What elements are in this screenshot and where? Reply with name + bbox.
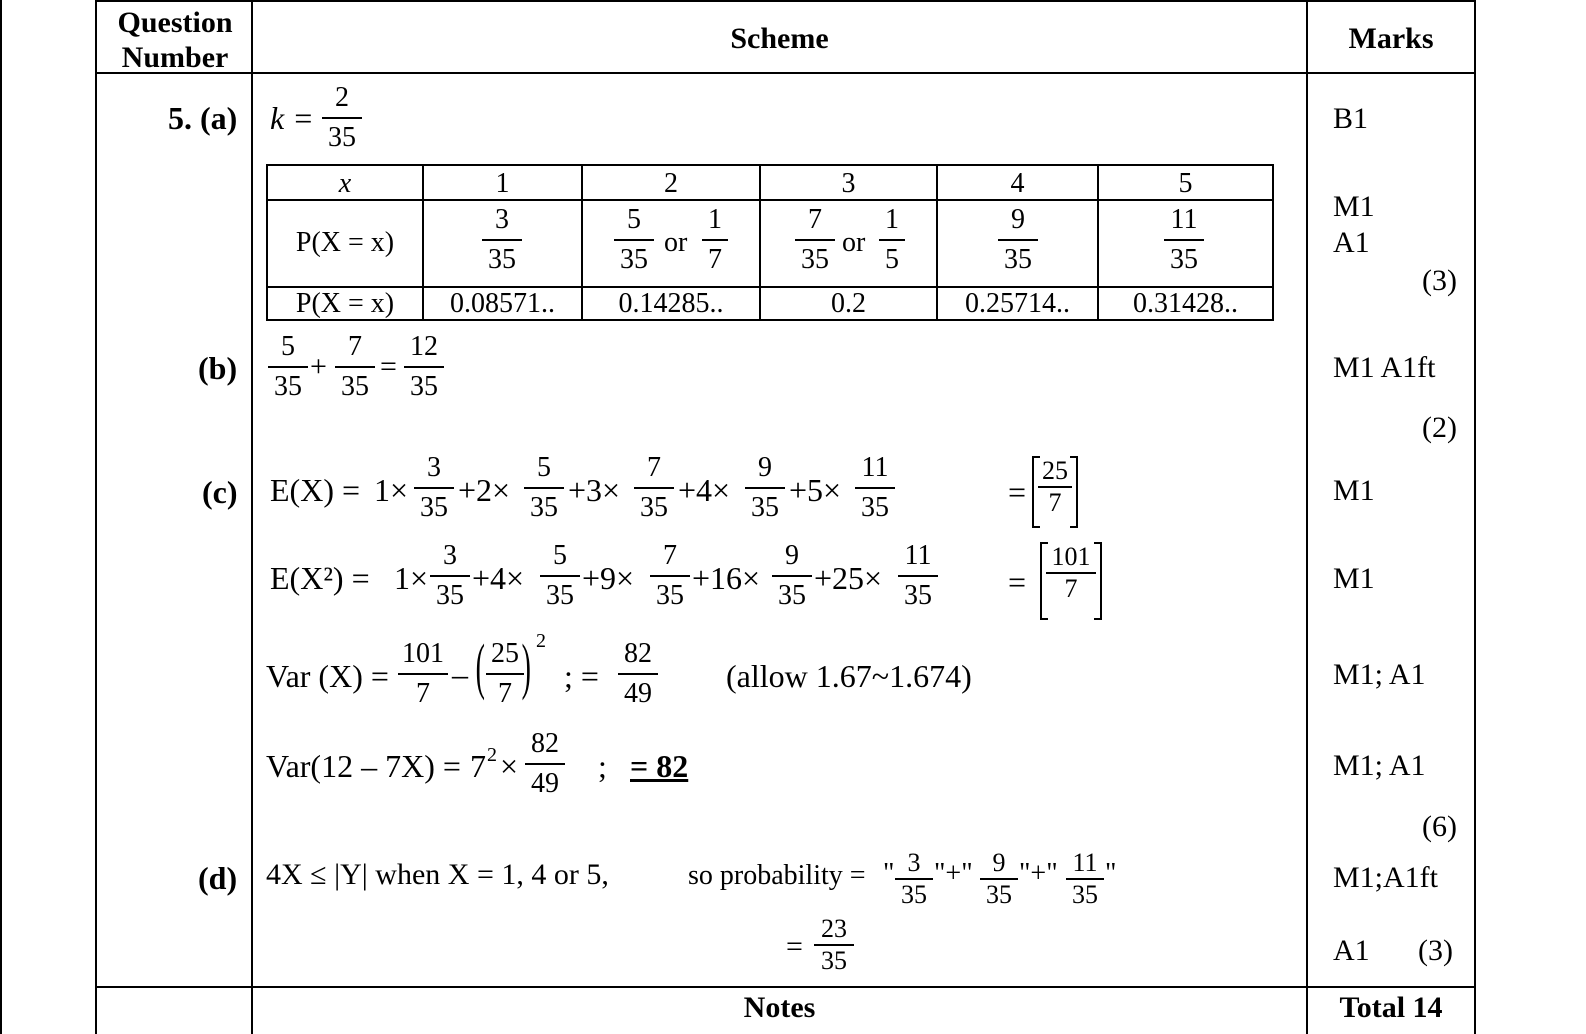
part-d-label: (d)	[198, 860, 238, 896]
frac-num: 7	[647, 452, 661, 483]
ex2-result-equals: =	[1008, 564, 1027, 600]
k-num: 2	[335, 82, 349, 113]
fraction-bar	[634, 487, 674, 489]
frac-den: 35	[436, 580, 464, 611]
ex2-coef: +4×	[472, 560, 525, 596]
table-p-decimal: 0.14285..	[618, 288, 724, 319]
mark-a-a1: A1	[1333, 226, 1370, 259]
frac-den: 5	[885, 244, 899, 275]
frac-num: 3	[443, 540, 457, 571]
table-p-alt-fraction	[702, 206, 728, 274]
frac-num: 5	[281, 331, 295, 362]
d-result-fraction	[814, 916, 854, 974]
frac-num: 9	[992, 848, 1006, 877]
table-p-fraction	[614, 206, 654, 274]
var-separator: ; =	[564, 658, 599, 694]
fraction-bar	[879, 239, 905, 241]
fraction-bar	[650, 575, 690, 577]
table-p-decimal: 0.2	[831, 288, 866, 319]
mark-c-var12: M1; A1	[1333, 749, 1426, 782]
frac-den: 35	[751, 492, 779, 523]
frac-num: 25	[1042, 456, 1068, 485]
ex-equals: =	[333, 472, 361, 508]
var12-base: 7	[470, 748, 486, 784]
frac-num: 11	[1170, 204, 1198, 235]
ex2-lhs	[270, 562, 370, 594]
frac-num: 12	[410, 331, 438, 362]
frac-den: 35	[986, 880, 1012, 909]
frac-num: 11	[904, 540, 932, 571]
d-fraction	[895, 850, 933, 908]
left-page-rule	[0, 0, 2, 1034]
ex-result-right-bracket	[1070, 456, 1078, 528]
table-x-value: 4	[1010, 168, 1025, 199]
ex2-fraction	[650, 542, 690, 610]
fraction-bar	[486, 673, 524, 675]
frac-num: 1	[708, 204, 722, 235]
fraction-bar	[1164, 239, 1204, 241]
ex-fraction	[855, 454, 895, 522]
ex2-fraction	[430, 542, 470, 610]
frac-num: 82	[531, 728, 559, 759]
fraction-bar	[702, 239, 728, 241]
frac-num: 101	[1051, 542, 1091, 571]
table-p-label: P(X = x)	[295, 288, 395, 319]
mark-c-m1-ex2: M1	[1333, 562, 1375, 595]
table-p-fraction	[482, 206, 522, 274]
frac-den: 35	[530, 492, 558, 523]
part-a-total: (3)	[1422, 264, 1457, 297]
frac-num: 7	[808, 204, 822, 235]
frac-den: 35	[861, 492, 889, 523]
ex-coef: +3×	[568, 472, 621, 508]
fraction-bar	[414, 487, 454, 489]
d-quote-plus: "+"	[934, 858, 973, 889]
var-lhs: Var (X) =	[266, 658, 389, 694]
part-b-total: (2)	[1422, 411, 1457, 444]
mark-d-a1: A1	[1333, 934, 1370, 967]
var-minus: –	[452, 656, 468, 692]
fraction-bar	[398, 673, 448, 675]
frac-num: 1	[885, 204, 899, 235]
grid-col-divider-1	[251, 0, 253, 1034]
fraction-bar	[855, 487, 895, 489]
header-question-number: Question Number	[117, 6, 233, 74]
frac-den: 49	[624, 678, 652, 709]
var12-fraction	[525, 730, 565, 798]
table-p-fraction	[998, 206, 1038, 274]
table-row-divider-2	[268, 286, 1272, 288]
fraction-bar	[795, 239, 835, 241]
mark-d: M1;A1ft	[1333, 861, 1438, 894]
frac-num: 82	[624, 638, 652, 669]
frac-den: 35	[1072, 880, 1098, 909]
frac-den: 35	[1170, 244, 1198, 275]
frac-den: 7	[498, 678, 512, 709]
k-den: 35	[328, 122, 356, 153]
var-result-fraction	[618, 640, 658, 708]
table-p-decimal: 0.08571..	[450, 288, 555, 319]
frac-num: 7	[663, 540, 677, 571]
ex-fraction	[524, 454, 564, 522]
ex-fraction	[634, 454, 674, 522]
frac-den: 35	[778, 580, 806, 611]
ex-lhs	[270, 474, 360, 506]
frac-num: 9	[1011, 204, 1025, 235]
ex2-coef: +16×	[692, 560, 761, 596]
footer-divider	[95, 986, 1476, 988]
part-c-label: (c)	[202, 474, 238, 510]
frac-den: 35	[488, 244, 516, 275]
mark-b: M1 A1ft	[1333, 351, 1436, 384]
mark-b1: B1	[1333, 102, 1369, 135]
ex2-fraction	[540, 542, 580, 610]
frac-den: 7	[1048, 488, 1062, 517]
frac-den: 7	[708, 244, 722, 275]
grid-top-border	[95, 0, 1476, 2]
ex-fraction	[414, 454, 454, 522]
header-scheme: Scheme	[730, 22, 829, 55]
k-fraction	[322, 84, 362, 152]
fraction-bar	[430, 575, 470, 577]
table-or: or	[664, 227, 688, 258]
d-fraction	[980, 850, 1018, 908]
frac-den: 35	[640, 492, 668, 523]
frac-num: 101	[402, 638, 444, 669]
d-quote: "	[883, 858, 895, 889]
mark-a-m1: M1	[1333, 190, 1375, 223]
table-p-fraction	[795, 206, 835, 274]
ex-result-fraction	[1038, 458, 1072, 516]
fraction-bar	[745, 487, 785, 489]
fraction-bar	[335, 366, 375, 368]
var12-result: = 82	[630, 748, 689, 784]
ex2-coef: 1×	[394, 560, 429, 596]
frac-den: 35	[620, 244, 648, 275]
table-p-decimal: 0.31428..	[1133, 288, 1238, 319]
header-divider	[95, 72, 1476, 74]
footer-total: Total 14	[1339, 991, 1443, 1024]
var-left-paren: (	[475, 633, 485, 701]
d-condition: 4X ≤ |Y| when X = 1, 4 or 5,	[266, 858, 609, 891]
table-p-label: P(X = x)	[295, 227, 395, 258]
footer-notes: Notes	[743, 991, 816, 1024]
frac-den: 49	[531, 768, 559, 799]
fraction-bar	[998, 239, 1038, 241]
ex-label: E(X)	[270, 472, 334, 508]
fraction-bar	[614, 239, 654, 241]
table-x-header: x	[338, 168, 352, 199]
frac-num: 7	[348, 331, 362, 362]
frac-den: 35	[904, 580, 932, 611]
ex-coef: +5×	[789, 472, 842, 508]
part-b-label: (b)	[198, 350, 238, 386]
d-probability-text: so probability =	[688, 860, 866, 891]
var-square: 2	[536, 630, 546, 652]
fraction-bar	[268, 366, 308, 368]
b-plus: +	[310, 350, 327, 383]
mark-c-var: M1; A1	[1333, 658, 1426, 691]
ex2-result-fraction	[1046, 544, 1096, 602]
frac-num: 3	[427, 452, 441, 483]
fraction-bar	[898, 575, 938, 577]
frac-num: 9	[785, 540, 799, 571]
frac-num: 3	[495, 204, 509, 235]
var-right-paren: )	[521, 633, 531, 701]
frac-num: 11	[861, 452, 889, 483]
frac-den: 35	[801, 244, 829, 275]
fraction-bar	[525, 763, 565, 765]
ex2-fraction	[898, 542, 938, 610]
header-marks: Marks	[1348, 22, 1434, 55]
frac-den: 35	[656, 580, 684, 611]
var-fraction-2	[486, 640, 524, 708]
frac-num: 5	[627, 204, 641, 235]
table-p-fraction	[1164, 206, 1204, 274]
var12-exponent: 2	[487, 744, 497, 766]
frac-num: 25	[491, 638, 519, 669]
frac-num: 5	[537, 452, 551, 483]
frac-den: 7	[416, 678, 430, 709]
var12-separator: ;	[598, 748, 607, 784]
ex2-coef: +9×	[582, 560, 635, 596]
var-allow-note: (allow 1.67~1.674)	[726, 658, 972, 694]
frac-den: 35	[901, 880, 927, 909]
grid-right-border	[1474, 0, 1476, 1034]
table-or: or	[842, 227, 866, 258]
fraction-bar	[404, 366, 444, 368]
fraction-bar	[772, 575, 812, 577]
frac-num: 9	[758, 452, 772, 483]
frac-num: 11	[1072, 848, 1098, 877]
ex2-equals: =	[343, 560, 370, 596]
table-p-alt-fraction	[879, 206, 905, 274]
ex2-result-right-bracket	[1094, 542, 1102, 620]
ex2-coef: +25×	[814, 560, 883, 596]
frac-den: 35	[420, 492, 448, 523]
frac-den: 7	[1064, 574, 1078, 603]
ex-coef: +4×	[678, 472, 731, 508]
fraction-bar	[524, 487, 564, 489]
d-quote-plus: "+"	[1019, 858, 1058, 889]
fraction-bar	[322, 117, 362, 119]
ex-result-equals: =	[1008, 474, 1027, 510]
frac-den: 35	[341, 371, 369, 402]
frac-den: 35	[274, 371, 302, 402]
part-c-total: (6)	[1422, 810, 1457, 843]
mark-c-m1-ex: M1	[1333, 474, 1375, 507]
table-x-value: 3	[841, 168, 856, 199]
b-fraction-2	[335, 333, 375, 401]
var12-times: ×	[500, 748, 519, 784]
frac-den: 35	[410, 371, 438, 402]
table-x-value: 5	[1178, 168, 1193, 199]
table-x-value: 2	[664, 168, 678, 199]
k-lhs: k =	[270, 100, 314, 136]
b-fraction-3	[404, 333, 444, 401]
frac-num: 3	[907, 848, 921, 877]
fraction-bar	[482, 239, 522, 241]
d-quote: "	[1105, 858, 1117, 889]
fraction-bar	[540, 575, 580, 577]
d-result-equals: =	[786, 930, 803, 963]
frac-den: 35	[821, 946, 847, 975]
ex-coef: 1×	[374, 472, 409, 508]
frac-den: 35	[1004, 244, 1032, 275]
part-d-total: (3)	[1418, 934, 1453, 967]
ex2-fraction	[772, 542, 812, 610]
part-a-label: 5. (a)	[168, 100, 238, 136]
var-fraction-1	[398, 640, 448, 708]
ex-fraction	[745, 454, 785, 522]
table-p-decimal: 0.25714..	[965, 288, 1070, 319]
frac-num: 23	[821, 914, 847, 943]
table-row-divider-1	[268, 199, 1272, 201]
frac-num: 5	[553, 540, 567, 571]
ex2-label: E(X²)	[270, 560, 344, 596]
frac-den: 35	[546, 580, 574, 611]
ex-coef: +2×	[458, 472, 511, 508]
fraction-bar	[618, 673, 658, 675]
d-fraction	[1066, 850, 1104, 908]
b-equals: =	[380, 350, 397, 383]
distribution-table	[266, 164, 1274, 321]
var12-lhs: Var(12 – 7X) =	[266, 748, 461, 784]
grid-left-border	[95, 0, 97, 1034]
grid-col-divider-2	[1306, 0, 1308, 1034]
table-x-value: 1	[495, 168, 510, 199]
b-fraction-1	[268, 333, 308, 401]
